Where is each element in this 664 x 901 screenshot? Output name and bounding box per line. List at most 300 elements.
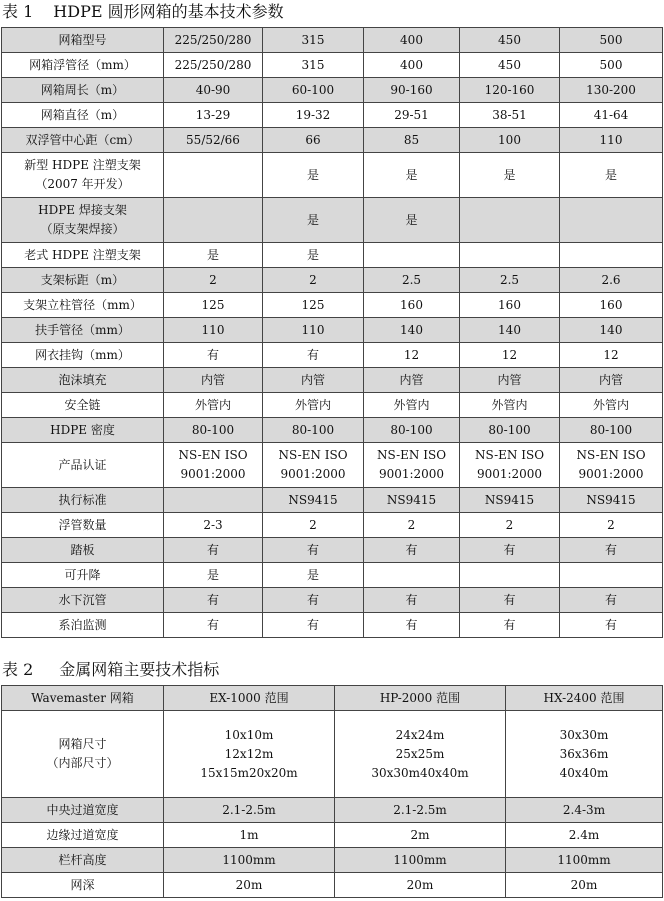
table-cell: [263, 563, 364, 588]
table-cell: [164, 318, 263, 343]
table-cell: [460, 318, 560, 343]
cell-text: 100: [498, 132, 521, 147]
table-row: [2, 711, 663, 798]
cell-text: 36x36m: [559, 746, 609, 761]
cell-text: 有: [405, 542, 418, 557]
row-label: [2, 268, 164, 293]
table-row: [2, 686, 663, 711]
table1-body: [2, 28, 663, 638]
table-cell: [506, 873, 663, 898]
table-cell: [460, 293, 560, 318]
cell-text: 25x25m: [395, 746, 445, 761]
cell-text: 2: [407, 517, 416, 532]
table-cell: [164, 78, 263, 103]
table-row: [2, 198, 663, 243]
table-cell: [364, 243, 460, 268]
table-cell: [164, 488, 263, 513]
cell-text: NS9415: [288, 492, 338, 507]
table-cell: [364, 343, 460, 368]
cell-text: 可升降: [64, 567, 101, 582]
table-cell: [364, 28, 460, 53]
row-label: [2, 848, 164, 873]
table-cell: [560, 153, 663, 198]
cell-text: 500: [599, 57, 623, 72]
table1-caption: [2, 2, 284, 22]
cell-text: 内管: [200, 372, 225, 387]
cell-text: 是: [604, 167, 617, 182]
cell-text: 网衣挂钩（mm）: [35, 347, 130, 362]
cell-text: 1100mm: [393, 852, 447, 867]
cell-text: 网箱尺寸: [58, 737, 107, 751]
row-label: [2, 53, 164, 78]
cell-text: 2: [607, 517, 615, 532]
cell-text: 是: [405, 212, 418, 227]
cell-text: 10x10m: [224, 727, 274, 742]
cell-text: 外管内: [294, 397, 331, 412]
cell-text: 有: [604, 617, 617, 632]
table-row: [2, 443, 663, 488]
table-cell: [164, 28, 263, 53]
cell-text: 2: [505, 517, 514, 532]
cell-text: 产品认证: [58, 457, 107, 472]
cell-text: 1100mm: [222, 852, 276, 867]
cell-text: 有: [206, 542, 219, 557]
row-label: [2, 443, 164, 488]
cell-text: 400: [400, 32, 423, 47]
cell-text: 66: [305, 132, 321, 147]
table-cell: [460, 128, 560, 153]
cell-text: 执行标准: [58, 492, 107, 507]
cell-text: 有: [306, 347, 319, 362]
table-row: [2, 268, 663, 293]
cell-text: 网箱直径（m）: [40, 107, 125, 122]
cell-text: 19-32: [295, 107, 331, 122]
table-row: [2, 318, 663, 343]
table-row: [2, 78, 663, 103]
cell-text: NS9415: [484, 492, 535, 507]
cell-text: 2.1-2.5m: [393, 802, 447, 817]
row-label: [2, 686, 164, 711]
cell-text: 外管内: [194, 397, 231, 412]
cell-text: HX-2400 范围: [543, 690, 625, 705]
table-cell: [263, 588, 364, 613]
cell-text: 网箱周长（m）: [40, 82, 125, 97]
cell-text: 1100mm: [557, 852, 611, 867]
cell-text: 老式 HDPE 注塑支架: [24, 247, 141, 262]
table-cell: [164, 103, 263, 128]
cell-text: 315: [301, 32, 325, 47]
cell-text: 140: [498, 322, 521, 337]
row-label: [2, 513, 164, 538]
cell-text: 2.5: [499, 272, 520, 287]
table-cell: [364, 513, 460, 538]
cell-text: 80-100: [390, 422, 433, 437]
table-row: [2, 488, 663, 513]
cell-text: 支架标距（m）: [40, 272, 125, 287]
cell-text: 41-64: [593, 107, 629, 122]
cell-text: 系泊监测: [58, 617, 107, 632]
cell-text: 有: [306, 617, 319, 632]
cell-text: 30x30m: [559, 727, 609, 742]
cell-text: 315: [301, 57, 325, 72]
row-label: [2, 78, 164, 103]
table-cell: [560, 368, 663, 393]
table-cell: [263, 28, 364, 53]
table-cell: [460, 198, 560, 243]
table-cell: [164, 686, 335, 711]
cell-text: 400: [400, 57, 423, 72]
hdpe-parameters-table: [1, 27, 663, 638]
row-label: [2, 613, 164, 638]
table-cell: [164, 268, 263, 293]
table-cell: [164, 563, 263, 588]
cell-text: 是: [306, 247, 319, 262]
table-cell: [164, 513, 263, 538]
cell-text: 有: [503, 617, 516, 632]
cell-text: 外管内: [592, 397, 629, 412]
cell-text: 有: [604, 542, 617, 557]
row-label: [2, 318, 164, 343]
cell-text: 栏杆高度: [58, 852, 107, 867]
metal-cage-specs-table: [1, 685, 663, 898]
table-cell: [460, 268, 560, 293]
cell-text: 9001:2000: [476, 467, 543, 481]
table-cell: [263, 53, 364, 78]
table-cell: [335, 823, 506, 848]
table-cell: [364, 613, 460, 638]
cell-text: 24x24m: [395, 727, 445, 742]
row-label: [2, 488, 164, 513]
cell-text: 是: [306, 212, 319, 227]
cell-text: 20x20m: [249, 765, 298, 780]
table-row: [2, 243, 663, 268]
cell-text: 80-100: [488, 422, 531, 437]
table-cell: [506, 823, 663, 848]
table-cell: [460, 588, 560, 613]
cell-text: 有: [306, 542, 319, 557]
table-cell: [364, 443, 460, 488]
table-cell: [164, 128, 263, 153]
table-cell: [164, 198, 263, 243]
table-cell: [364, 418, 460, 443]
cell-text: 2-3: [203, 517, 223, 532]
table-cell: [460, 488, 560, 513]
table-row: [2, 103, 663, 128]
cell-text: 双浮管中心距（cm）: [25, 132, 140, 147]
table-cell: [460, 28, 560, 53]
cell-text: 1m: [239, 827, 259, 842]
table-cell: [560, 103, 663, 128]
row-label: [2, 873, 164, 898]
table-cell: [460, 538, 560, 563]
table-cell: [460, 513, 560, 538]
cell-text: 29-51: [394, 107, 429, 122]
cell-text: 9001:2000: [378, 467, 445, 481]
cell-text: 20m: [570, 877, 598, 892]
cell-text: NS-EN ISO: [376, 448, 447, 462]
table-cell: [560, 293, 663, 318]
cell-text: 450: [498, 57, 521, 72]
table-row: [2, 563, 663, 588]
table-cell: [164, 243, 263, 268]
table-cell: [263, 488, 364, 513]
cell-text: HP-2000 范围: [379, 690, 461, 705]
table-cell: [364, 563, 460, 588]
cell-text: 85: [403, 132, 420, 147]
cell-text: （原支架焊接）: [40, 222, 125, 236]
table2-body: [2, 686, 663, 898]
cell-text: 2.1-2.5m: [222, 802, 276, 817]
table-cell: [364, 488, 460, 513]
table-cell: [263, 243, 364, 268]
cell-text: 2.5: [401, 272, 422, 287]
table-cell: [560, 343, 663, 368]
cell-text: Wavemaster 网箱: [31, 690, 134, 705]
cell-text: 80-100: [589, 422, 633, 437]
table-cell: [364, 78, 460, 103]
cell-text: 90-160: [390, 82, 433, 97]
cell-text: 有: [206, 592, 219, 607]
table-cell: [164, 293, 263, 318]
table-cell: [335, 711, 506, 798]
row-label: [2, 798, 164, 823]
table-cell: [263, 128, 364, 153]
cell-text: （2007 年开发）: [35, 177, 130, 191]
table-cell: [460, 613, 560, 638]
table-row: [2, 873, 663, 898]
table-cell: [364, 393, 460, 418]
cell-text: 2: [309, 272, 317, 287]
table-row: [2, 513, 663, 538]
table-cell: [560, 318, 663, 343]
cell-text: 有: [206, 617, 219, 632]
table-cell: [263, 613, 364, 638]
table-cell: [263, 293, 364, 318]
table-cell: [263, 368, 364, 393]
cell-text: 扶手管径（mm）: [35, 322, 130, 337]
table-cell: [335, 798, 506, 823]
table-row: [2, 798, 663, 823]
cell-text: 支架立柱管径（mm）: [23, 297, 142, 312]
cell-text: 有: [503, 542, 516, 557]
cell-text: 有: [405, 592, 418, 607]
table-cell: [164, 823, 335, 848]
cell-text: 有: [604, 592, 617, 607]
table-row: [2, 393, 663, 418]
cell-text: 有: [206, 347, 219, 362]
cell-text: 13-29: [195, 107, 231, 122]
cell-text: 9001:2000: [180, 467, 246, 481]
cell-text: 12: [403, 347, 420, 362]
cell-text: 225/250/280: [174, 32, 252, 47]
cell-text: NS9415: [386, 492, 437, 507]
table-cell: [460, 243, 560, 268]
table-cell: [460, 368, 560, 393]
row-label: [2, 563, 164, 588]
cell-text: 有: [405, 617, 418, 632]
table-cell: [164, 873, 335, 898]
cell-text: 140: [599, 322, 623, 337]
table-cell: [560, 268, 663, 293]
table-cell: [164, 613, 263, 638]
table-cell: [506, 848, 663, 873]
table-row: [2, 343, 663, 368]
table-cell: [560, 588, 663, 613]
cell-text: 225/250/280: [174, 57, 252, 72]
cell-text: （内部尺寸）: [46, 756, 119, 770]
row-label: [2, 198, 164, 243]
cell-text: NS-EN ISO: [278, 448, 348, 462]
table-cell: [164, 798, 335, 823]
cell-text: 30x30m: [371, 765, 420, 780]
table-cell: [164, 848, 335, 873]
row-label: [2, 243, 164, 268]
cell-text: 是: [306, 567, 319, 582]
table-cell: [164, 588, 263, 613]
table-cell: [506, 798, 663, 823]
cell-text: 9001:2000: [280, 467, 346, 481]
table-cell: [560, 28, 663, 53]
cell-text: 20m: [406, 877, 434, 892]
table-cell: [560, 78, 663, 103]
table-cell: [364, 53, 460, 78]
table-cell: [263, 393, 364, 418]
table1-number: 表 1: [2, 2, 34, 21]
table-cell: [164, 443, 263, 488]
cell-text: 内管: [399, 372, 424, 387]
cell-text: 2.4m: [568, 827, 600, 842]
row-label: [2, 588, 164, 613]
cell-text: NS9415: [586, 492, 636, 507]
row-label: [2, 293, 164, 318]
table-cell: [263, 443, 364, 488]
cell-text: 网深: [70, 877, 95, 892]
table2-number: 表 2: [2, 660, 34, 679]
cell-text: 40-90: [195, 82, 231, 97]
table-cell: [460, 563, 560, 588]
table-cell: [560, 613, 663, 638]
cell-text: 浮管数量: [58, 517, 107, 532]
cell-text: 新型 HDPE 注塑支架: [24, 158, 141, 172]
table-cell: [263, 103, 364, 128]
table-row: [2, 823, 663, 848]
table-cell: [364, 368, 460, 393]
cell-text: NS-EN ISO: [576, 448, 646, 462]
table-cell: [263, 538, 364, 563]
cell-text: NS-EN ISO: [474, 448, 545, 462]
cell-text: 12: [501, 347, 518, 362]
cell-text: 160: [599, 297, 623, 312]
row-label: [2, 343, 164, 368]
cell-text: 110: [301, 322, 325, 337]
table-cell: [560, 538, 663, 563]
table-cell: [364, 103, 460, 128]
cell-text: 80-100: [191, 422, 235, 437]
table-cell: [263, 78, 364, 103]
table-cell: [263, 513, 364, 538]
table-cell: [560, 563, 663, 588]
cell-text: 160: [498, 297, 521, 312]
cell-text: 水下沉管: [58, 592, 107, 607]
cell-text: 20m: [235, 877, 263, 892]
table-cell: [460, 443, 560, 488]
table-cell: [460, 78, 560, 103]
cell-text: 有: [306, 592, 319, 607]
table-cell: [364, 588, 460, 613]
table-cell: [364, 538, 460, 563]
cell-text: 15x15m: [200, 765, 249, 780]
table-cell: [560, 393, 663, 418]
table-cell: [506, 711, 663, 798]
cell-text: 500: [599, 32, 623, 47]
cell-text: 130-200: [586, 82, 636, 97]
cell-text: 40x40m: [420, 765, 469, 780]
table-cell: [560, 418, 663, 443]
cell-text: 140: [400, 322, 423, 337]
cell-text: 12: [603, 347, 619, 362]
table-cell: [460, 53, 560, 78]
table-cell: [460, 393, 560, 418]
table-cell: [364, 293, 460, 318]
table-cell: [364, 198, 460, 243]
cell-text: 外管内: [393, 397, 430, 412]
table-cell: [164, 53, 263, 78]
cell-text: 安全链: [64, 397, 101, 412]
table-cell: [164, 393, 263, 418]
table-row: [2, 293, 663, 318]
table-row: [2, 613, 663, 638]
table1-title: HDPE 圆形网箱的基本技术参数: [53, 2, 284, 21]
cell-text: 泡沫填充: [58, 372, 107, 387]
table-cell: [164, 343, 263, 368]
table-row: [2, 418, 663, 443]
table-row: [2, 368, 663, 393]
cell-text: 是: [306, 167, 319, 182]
table-cell: [460, 153, 560, 198]
cell-text: 外管内: [491, 397, 528, 412]
cell-text: HDPE 焊接支架: [38, 203, 127, 217]
cell-text: 内管: [497, 372, 522, 387]
row-label: [2, 393, 164, 418]
table-cell: [560, 128, 663, 153]
cell-text: 450: [498, 32, 521, 47]
cell-text: 2.4-3m: [562, 802, 606, 817]
table-row: [2, 538, 663, 563]
table-cell: [335, 873, 506, 898]
table-row: [2, 153, 663, 198]
table-cell: [335, 686, 506, 711]
table-cell: [560, 488, 663, 513]
row-label: [2, 368, 164, 393]
table-cell: [164, 711, 335, 798]
table-cell: [164, 368, 263, 393]
row-label: [2, 103, 164, 128]
table-cell: [460, 343, 560, 368]
cell-text: 55/52/66: [186, 132, 240, 147]
table-cell: [506, 686, 663, 711]
cell-text: 内管: [300, 372, 325, 387]
cell-text: 110: [599, 132, 623, 147]
cell-text: 是: [206, 247, 219, 262]
table-row: [2, 588, 663, 613]
table-cell: [364, 268, 460, 293]
table-cell: [263, 343, 364, 368]
table2-caption: [2, 660, 219, 680]
cell-text: 2: [309, 517, 317, 532]
cell-text: 80-100: [291, 422, 335, 437]
cell-text: 是: [503, 167, 516, 182]
table-cell: [263, 318, 364, 343]
